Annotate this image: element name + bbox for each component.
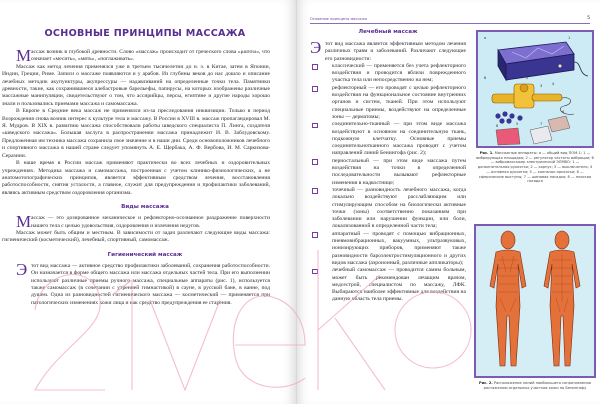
list-item: рефлекторный — его проводят с целью рефлекторного воздействия на функциональное состояние внутренних органов и систем, тканей. При этом используют специальные приемы, воздействуют на определенные зоны — дерматомы; [310,85,466,121]
page-number: 5 [587,16,590,21]
types-definition-text: ассаж — это дозированное механическое и рефлекторно-осознанное раздражение поверхности нашего тела с целью удовольствия, оздоровления и излечения недугов. [31,215,270,229]
list-item: соединительно-тканный — при этом виде массажа воздействуют в основном на соединительную ткань, подкожную клетчатку. Основные приемы соединительнотканного массажа проводят с учетом направлений линий Бенингофа (рис. 2); [310,121,466,157]
figure-label: 5 [516,122,519,126]
types-dropcap-paragraph [0,212,276,232]
intro-paragraph [0,46,276,65]
list-item: точечный — разновидность лечебного массажа, когда локально воздействуют расслабляющим или стимулирующим способом на биологически активные точки (зоны) соответственно показаниям при заболевании или нарушении функции, или боли, локализованной в определенной части тела; [310,187,466,231]
figure-label: б [484,76,487,80]
hygienic-text: тот вид массажа — активное средство профилактики заболеваний, сохранения работоспособности. Он назначается в форме общего массажа или массажа отдельных частей тела. При его выполнении используют различные приемы ручного массажа, специальные аппараты (рис. 1), используется также самомассаж (в сочетании с утренней гимнастикой) в сауне, в русской бане, в ванне, под душем. Одна из разновидностей гигиенического массажа — косметический — применяется при патологических изменениях кожи лица и как средство предупреждения ее старения. [31,262,270,306]
checkbox-bullet-icon [312,159,318,165]
massage-devices-illustration [478,32,592,146]
figure-1-caption-text: Массажные аппараты: а — общий вид ПОМ-1: 1 — вибрирующая площадка; 2 — регулятор частоты вибрации; б — вибромассажер электрический ЭЛМВО: 1 — дополнительная рукоятка; 2 — корпус; 3 — выключатель; 4 — основная рукоятка; 5 — колпачок-присоски; 6 — сферические выступы; 7 — шиповая насадка; 8 — плоская насадка [476,151,594,184]
running-header [310,17,590,24]
dropcap-letter: М [16,46,32,65]
section-title-types: Виды массажа [121,204,169,211]
figure-label: 2 [526,76,529,80]
figure-label: 4 [552,82,555,86]
figure-label: 3 [540,84,543,88]
figure-label: 6 [562,110,565,114]
figure-1-caption [476,151,594,184]
running-head-title: Основные принципы массажа [310,17,367,21]
dropcap-letter: Э [310,38,322,57]
checkbox-bullet-icon [312,123,318,129]
figure-benninghoff-lines [474,224,596,378]
checkbox-bullet-icon [312,86,318,92]
types-paragraph: Массаж может быть общим и местным. В зависимости от задач различают следующие виды массажа: гигиенический (косметический), лечебный, спортивный, самомассаж. [2,229,270,244]
figure-1-caption-label: Рис. 1. [479,151,494,155]
intro-text: ассаж возник в глубокой древности. Слово «массаж» происходит от греческого слова «μασσω», что означает «месить», «мять», «поглаживать». [31,49,270,63]
figure-label: 8 [496,124,499,128]
left-page [0,0,296,404]
checkbox-bullet-icon [312,64,318,70]
page-gutter [296,0,297,404]
list-item: классический — применяется без учета рефлекторного воздействия и проводится вблизи поврежденного участка тела или непосредственно на нем; [310,63,466,85]
figure-massage-devices [476,30,594,148]
list-item: аппаратный — проводят с помощью вибрационных, пневмовибрационных, вакуумных, ультразвуковых, ионизирующих приборов, применяют также разновидности бароэлектростимуляционного и других видов массажа (аэроионный, различные аппликаторы); [310,231,466,267]
massage-types-list [310,63,466,304]
section-title-hygienic: Гигиенический массаж [107,251,183,258]
modern-paragraph: В наше время в России массаж применяют практически во всех лечебных и оздоровительных учреждениях. Методика массажа и самомассажа, построенная с учетом клинико-физиологических, а не анатомотопографических принципов, является эффективным средством лечения, восстановления работоспособности, снятия усталости, а главное, служит для предупреждения и профилактики заболеваний, являясь активным средством оздоровления организма. [2,160,270,196]
dropcap-letter: М [16,212,32,232]
dropcap-letter: Э [16,259,28,279]
figure-2-caption-text: Расположение линий наибольшего сопротивления растяжению отдельных участков кожи по Бенингофу [483,381,591,390]
figure-2-caption-label: Рис. 2. [479,381,493,385]
europe-paragraph: В Европе в Средние века массаж не применялся из-за преследования инквизиции. Только в период Возрождения снова возник интерес к культуре тела и массажу. В России в XVIII в. массаж пропагандировал М. Я. Мудров. В XIX в. развитию массажа способствовали работы шведского специалиста П. Линга, создателя «шведского массажа». Большая заслуга в распространении массажа принадлежит И. В. Заблудовскому. Предложенная им техника массажа сохранила свое значение и в наши дни. Среди основоположников лечебного и спортивного массажа в нашей стране следует упомянуть А. Е. Щербака, А. Ф. Вербова, И. М. Саркизова-Серазини. [2,108,270,159]
chapter-title: ОСНОВНЫЕ ПРИНЦИПЫ МАССАЖА [44,28,246,39]
left-page-content [0,28,276,307]
checkbox-bullet-icon [312,232,318,238]
hygienic-paragraph [0,259,276,307]
history-paragraph: Массаж как метод лечения применялся уже в третьем тысячелетии до н. э. в Китае, затем в Японии, Индии, Греции, Риме. Записи о массаже появляются и у арабов. Из глубины веков до нас дошло и описание лечебных методик акупунктуры, акупрессуры — надавливаний на определенные точки тела. Памятники древности, такие, как сохранившиеся алебастровые барельефы, папирусы, на которых изображены различные массажные манипуляции, свидетельствуют о том, что ассирийцы, персы, египтяне и другие народы хорошо знали и пользовались приемами массажа и самомассажа. [2,63,270,107]
figure-label: 1 [568,36,571,40]
figure-label: а [484,36,487,40]
checkbox-bullet-icon [312,188,318,194]
section-title-therapeutic: Лечебный массаж [358,29,418,35]
figure-label: 7 [540,122,543,126]
human-body-illustration [476,226,594,376]
therapeutic-intro [310,38,466,63]
therapeutic-intro-text: тот вид массажа является эффективным методом лечения различных травм и заболеваний. Различают следующие его разновидности: [325,41,466,62]
checkbox-bullet-icon [312,269,318,275]
figure-2-caption [474,381,596,390]
right-text-column [310,29,466,304]
list-item: периостальный — при этом виде массажа путем воздействия на точки в определенной последовательности вызывают рефлекторные изменения в надкостнице; [310,158,466,187]
list-item: лечебный самомассаж — проводится самим больным, может быть рекомендован лечащим врачом, медсестрой, специалистом по массажу, ЛФК. Выбираются наиболее эффективные для воздействия на данную область тела приемы. [310,267,466,303]
